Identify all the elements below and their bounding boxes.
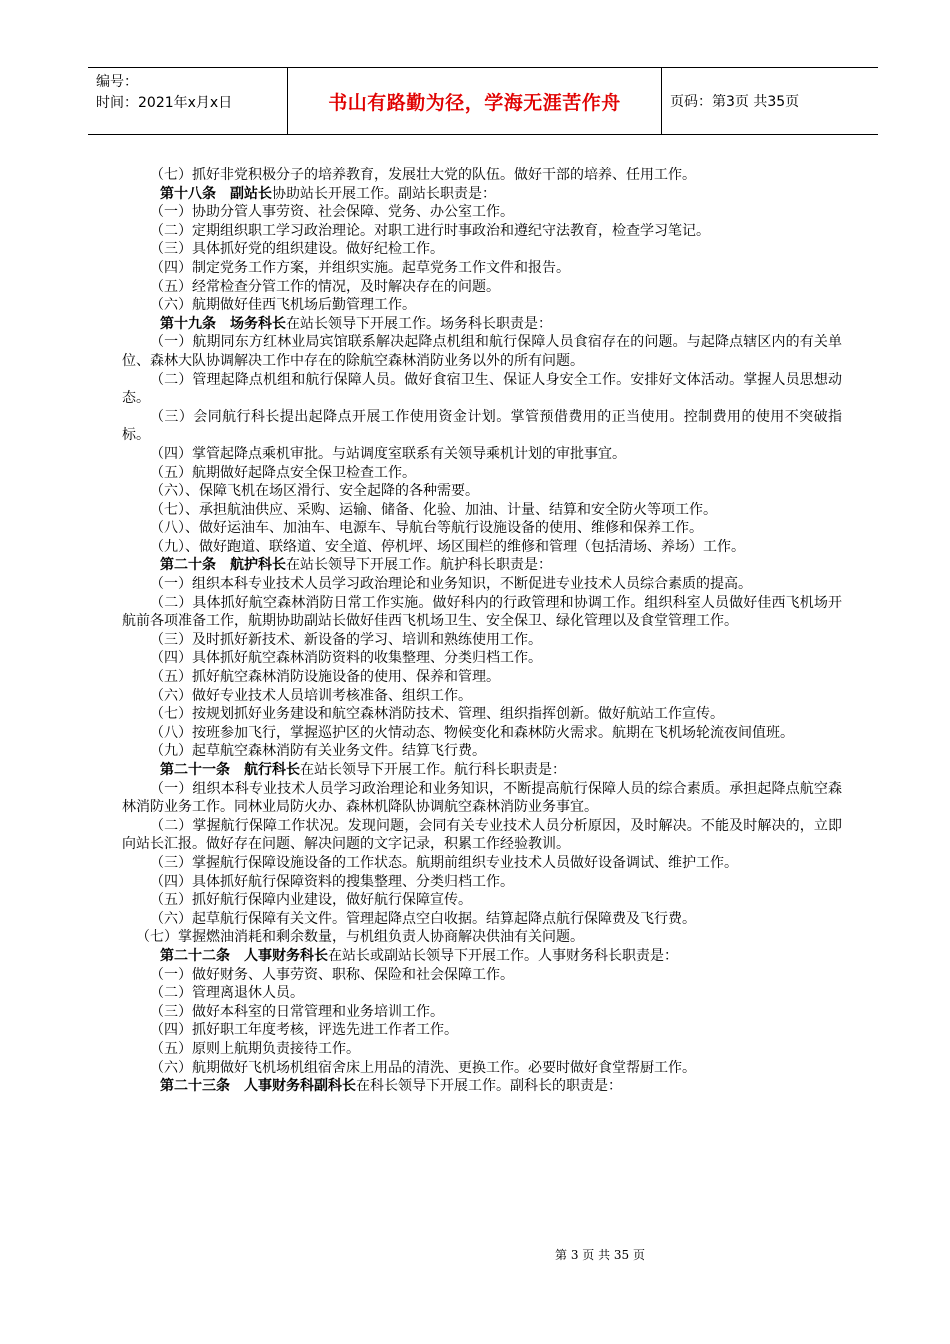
article-21-line	[122, 761, 842, 780]
text-line: （五）抓好航空森林消防设施设备的使用、保养和管理。	[150, 669, 500, 686]
serial-number-label: 编号：	[96, 74, 138, 90]
text-line: （五）抓好航行保障内业建设，做好航行保障宣传。	[150, 892, 472, 909]
article-text: 协助站长开展工作。副站长职责是：	[272, 185, 496, 202]
text-line: （七）按规划抓好业务建设和航空森林消防技术、管理、组织指挥创新。做好航站工作宣传。	[150, 706, 724, 723]
text-line: （三）做好本科室的日常管理和业务培训工作。	[150, 1003, 444, 1020]
paragraph: （八）按班参加飞行，掌握巡护区的火情动态、物候变化和森林防火需求。航期在飞机场轮流夜间值班。	[150, 724, 794, 741]
article-title: 第二十二条 人事财务科长	[160, 947, 328, 964]
paragraph: （一）航期同东方红林业局宾馆联系解决起降点机组和航行保障人员食宿存在的问题。与起降点辖区内的有关单位、森林大队协调解决工作中存在的除航空森林消防业务以外的所有问题。	[122, 334, 842, 369]
paragraph: （二）管理起降点机组和航行保障人员。做好食宿卫生、保证人身安全工作。安排好文体活动。掌握人员思想动态。	[122, 371, 842, 407]
article-text: 在站长领导下开展工作。航护科长职责是：	[286, 557, 552, 574]
article-text: 在科长领导下开展工作。副科长的职责是：	[356, 1078, 622, 1095]
paragraph: （一）组织本科专业技术人员学习政治理论和业务知识，不断促进专业技术人员综合素质的提高。	[150, 576, 752, 593]
text-line: （七）、承担航油供应、采购、运输、储备、化验、加油、计量、结算和安全防火等项工作。	[150, 501, 717, 518]
text-line: （七）掌握燃油消耗和剩余数量，与机组负责人协商解决供油有关问题。	[136, 929, 584, 946]
article-19-line	[122, 315, 842, 334]
article-title: 第十九条 场务科长	[160, 315, 286, 332]
paragraph: （二）掌握航行保障工作状况。发现问题，会同有关专业技术人员分析原因，及时解决。不能及时解决的，立即向站长汇报。做好存在问题、解决问题的文字记录，积累工作经验教训。	[122, 817, 842, 853]
article-text: 在站长领导下开展工作。航行科长职责是：	[300, 762, 566, 778]
text-line: （七）抓好非党积极分子的培养教育，发展壮大党的队伍。做好干部的培养、任用工作。	[150, 167, 696, 183]
text-line: （九）起草航空森林消防有关业务文件。结算飞行费。	[150, 743, 486, 760]
text-line: （六）起草航行保障有关文件。管理起降点空白收据。结算起降点航行保障费及飞行费。	[150, 910, 696, 927]
page-header	[88, 67, 878, 135]
article-22-line	[122, 947, 842, 966]
text-line: （三）掌握航行保障设施设备的工作状态。航期前组织专业技术人员做好设备调试、维护工作。	[150, 854, 738, 871]
header-motto: 书山有路勤为径，学海无涯苦作舟	[288, 68, 662, 134]
text-line: （四）具体抓好航空森林消防资料的收集整理、分类归档工作。	[150, 650, 542, 667]
page-footer: 第 3 页 共 35 页	[555, 1248, 645, 1262]
text-line: （二）管理离退休人员。	[150, 985, 304, 1002]
text-line: （六）做好专业技术人员培训考核准备、组织工作。	[150, 687, 472, 704]
article-18-line	[122, 185, 842, 204]
article-title: 第二十一条 航行科长	[160, 762, 300, 778]
paragraph: （三）会同航行科长提出起降点开展工作使用资金计划。掌管预借费用的正当使用。控制费用的使用不突破指标。	[122, 408, 842, 444]
document-body	[122, 166, 842, 1096]
text-line: （六）、保障飞机在场区滑行、安全起降的各种需要。	[150, 483, 479, 500]
text-line: （一）协助分管人事劳资、社会保障、党务、办公室工作。	[150, 204, 514, 221]
header-info-cell	[88, 68, 288, 134]
article-text: 在站长或副站长领导下开展工作。人事财务科长职责是：	[328, 947, 678, 964]
article-title: 第十八条 副站长	[160, 185, 272, 202]
text-line: （四）抓好职工年度考核，评选先进工作者工作。	[150, 1022, 458, 1039]
time-label: 时间：2021年x月x日	[96, 95, 233, 111]
paragraph: （二）具体抓好航空森林消防日常工作实施。做好科内的行政管理和协调工作。组织科室人员做好佳西飞机场开航前各项准备工作，航期协助副站长做好佳西飞机场卫生、安全保卫、绿化管理以及食堂管理工作。	[122, 594, 842, 630]
text-line: （四）具体抓好航行保障资料的搜集整理、分类归档工作。	[150, 873, 514, 890]
text-line: （八）、做好运油车、加油车、电源车、导航台等航行设施设备的使用、维修和保养工作。	[150, 520, 703, 537]
header-page-label: 页码：第3页 共35页	[670, 94, 800, 110]
text-line: （五）原则上航期负责接待工作。	[150, 1040, 360, 1057]
text-line: （三）及时抓好新技术、新设备的学习、培训和熟练使用工作。	[150, 631, 542, 648]
text-line: （一）做好财务、人事劳资、职称、保险和社会保障工作。	[150, 966, 514, 983]
article-text: 在站长领导下开展工作。场务科长职责是：	[286, 315, 552, 332]
article-title: 第二十三条 人事财务科副科长	[160, 1078, 356, 1095]
article-20-line	[122, 556, 842, 575]
paragraph: （一）组织本科专业技术人员学习政治理论和业务知识，不断提高航行保障人员的综合素质。承担起降点航空森林消防业务工作。同林业局防火办、森林机降队协调航空森林消防业务事宜。	[122, 780, 842, 816]
paragraph: （九）、做好跑道、联络道、安全道、停机坪、场区围栏的维修和管理（包括清场、养场）工作。	[150, 538, 745, 555]
text-line: （六）航期做好飞机场机组宿舍床上用品的清洗、更换工作。必要时做好食堂帮厨工作。	[150, 1059, 696, 1076]
article-23-line	[122, 1077, 842, 1096]
text-line: （六）航期做好佳西飞机场后勤管理工作。	[150, 297, 416, 314]
article-title: 第二十条 航护科长	[160, 557, 286, 574]
text-line: （三）具体抓好党的组织建设。做好纪检工作。	[150, 241, 444, 258]
text-line: （四）掌管起降点乘机审批。与站调度室联系有关领导乘机计划的审批事宜。	[150, 445, 626, 462]
text-line: （四）制定党务工作方案，并组织实施。起草党务工作文件和报告。	[150, 259, 570, 276]
text-line: （五）航期做好起降点安全保卫检查工作。	[150, 464, 416, 481]
text-line: （二）定期组织职工学习政治理论。对职工进行时事政治和遵纪守法教育，检查学习笔记。	[150, 222, 710, 239]
text-line: （五）经常检查分管工作的情况，及时解决存在的问题。	[150, 278, 500, 295]
